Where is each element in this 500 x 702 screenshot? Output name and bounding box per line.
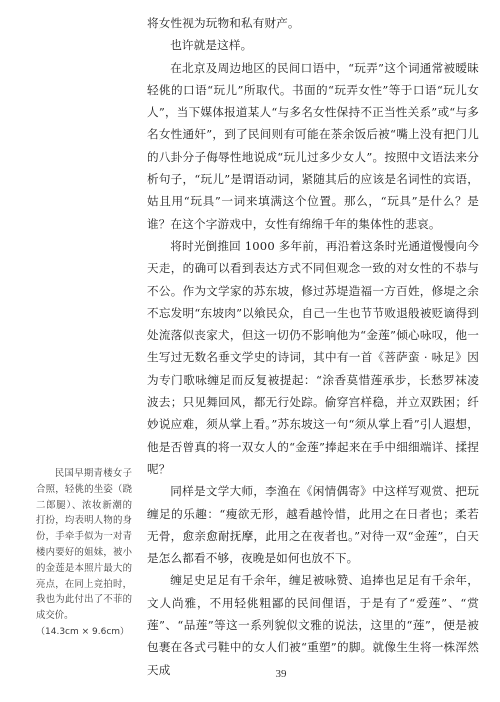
paragraph: 将时光倒推回 1000 多年前，再沿着这条时光通道慢慢向今天走，的确可以看到表达方式不同但观念一致的对女性的不恭与不公。作为文学家的苏东坡，修过苏堤造福一方百姓，修堤之余不忘发明“东坡肉”以飨民众，自己一生也节节败退般被贬谪得到处流落似丧家犬，但这一切仍不影响他为“金莲”倾心咏叹，他一生写过无数名垂文学史的诗词，其中有一首《菩萨蛮 · 咏足》因为专门歌咏缠足而反复被提起：“涂香莫惜莲承步，长愁罗袜凌波去；只见舞回风，都无行处踪。偷穿宫样稳，并立双跌困；纤妙说应难，须从掌上看。”苏东坡这一句“须从掌上看”引人遐想，他是否曾真的将一双女人的“金莲”捧起来在手中细细端详、揉捏呢？ (147, 238, 479, 476)
photo-caption (36, 466, 132, 641)
caption-text: 民国早期青楼女子合照，轻佻的坐姿（跷二郎腿）、浓妆新潮的打扮，均表明人物的身份，手牵手似为一对青楼内要好的姐妹，被小的金莲是本照片最大的亮点，在同上竞拍时，我也为此付出了不菲的成交价。 (36, 468, 132, 622)
page-number: 39 (275, 668, 287, 680)
caption-size: （14.3cm × 9.6cm） (36, 626, 130, 637)
paragraph: 同样是文学大师，李渔在《闲情偶寄》中这样写观赏、把玩缠足的乐趣：“瘦欲无形，越看越怜惜，此用之在日者也；柔若无骨，愈亲愈耐抚摩，此用之在夜者也。”对待一双“金莲”，白天是怎么都看不够，夜晚是如何也放不下。 (147, 484, 479, 566)
paragraph: 也许就是这样。 (170, 38, 253, 53)
body-text (147, 12, 479, 681)
paragraph: 将女性视为玩物和私有财产。 (147, 16, 300, 30)
paragraph: 在北京及周边地区的民间口语中，“玩弄”这个词通常被暧昧轻佻的口语“玩儿”所取代。书面的“玩弄女性”等于口语“玩儿女人”，当下媒体报道某人“与多名女性保持不正当性关系”或“与多名女性通奸”，到了民间则有可能在茶余饭后被“嘴上没有把门儿的八卦分子侮辱性地说成“玩儿过多少女人”。按照中文语法来分析句子，“玩儿”是谓语动词，紧随其后的应该是名词性的宾语，姑且用“玩具”一词来填满这个位置。那么，“玩具”是什么？是谁？在这个字游戏中，女性有绵绵千年的集体性的悲哀。 (147, 60, 479, 231)
paragraph: 缠足史足足有千余年，缠足被咏赞、追捧也足足有千余年，文人尚雅，不用轻佻粗鄙的民间俚语，于是有了“爱莲”、“赏莲”、“品莲”等这一系列貌似文雅的说法，这里的“莲”，便是被包裹在各式弓鞋中的女人们被“重塑”的脚。就像生生将一株浑然天成 (147, 573, 479, 677)
